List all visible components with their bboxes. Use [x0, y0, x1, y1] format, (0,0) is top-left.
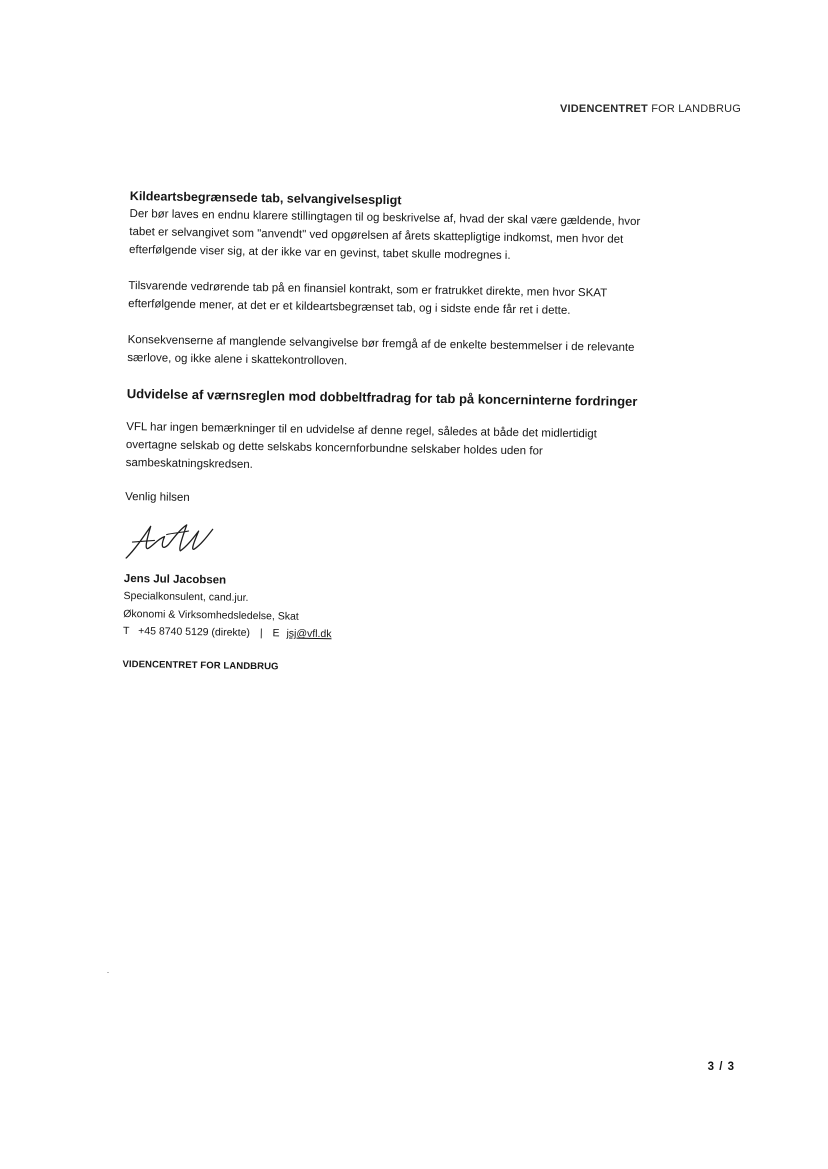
signatory-name: Jens Jul Jacobsen	[123, 572, 227, 587]
paragraph-kildeart-1: Der bør laves en endnu klarere stillingtagen til og beskrivelse af, hvad der skal være gældende, hvor tabet er selvangivet som "anvendt" ved opgørelsen af årets skattepligtige indkomst, men hvor det efterfølgende viser sig, at der ikke var en gevinst, tabet skulle modregnes i.	[128, 207, 641, 262]
phone-number: +45 8740 5129 (direkte)	[138, 625, 251, 639]
paragraph-kildeart-2: Tilsvarende vedrørende tab på en finansiel kontrakt, som er fratrukket direkte, men hvor SKAT efterfølgende mener, at det er et kildeartsbegrænset tab, og i sidste ende får ret i dette.	[128, 279, 608, 317]
signatory-title: Specialkonsulent, cand.jur.	[123, 589, 249, 604]
contact-separator: |	[259, 627, 263, 640]
footer-organization: VIDENCENTRET FOR LANDBRUG	[122, 658, 279, 672]
letter-body	[122, 188, 649, 678]
scan-speck	[107, 972, 109, 973]
header-organization	[560, 103, 741, 115]
email-link[interactable]: jsj@vfl.dk	[286, 627, 332, 641]
section-heading-kildeart: Kildeartsbegrænsede tab, selvangivelsespligt	[129, 188, 402, 208]
page-number: 3 / 3	[707, 1061, 735, 1073]
email-label: E	[272, 627, 280, 640]
signatory-department: Økonomi & Virksomhedsledelse, Skat	[123, 607, 299, 623]
handwritten-signature	[124, 520, 215, 563]
header-org-rest: FOR LANDBRUG	[647, 103, 741, 115]
paragraph-kildeart-3: Konsekvenserne af manglende selvangivelse bør fremgå af de enkelte bestemmelser i de relevante særlove, og ikke alene i skattekontrolloven.	[127, 333, 635, 368]
phone-label: T	[122, 624, 130, 638]
paragraph-vaernsregel-1: VFL har ingen bemærkninger til en udvidelse af denne regel, således at både det midlertidigt overtagne selskab og dette selskabs koncernforbundne selskaber holdes uden for sambeskatningskredsen.	[125, 420, 598, 471]
header-org-bold: VIDENCENTRET	[559, 103, 648, 115]
section-heading-vaernsregel: Udvidelse af værnsreglen mod dobbeltfradrag for tab på koncerninterne fordringer	[126, 385, 638, 409]
closing-greeting: Venlig hilsen	[125, 490, 190, 504]
